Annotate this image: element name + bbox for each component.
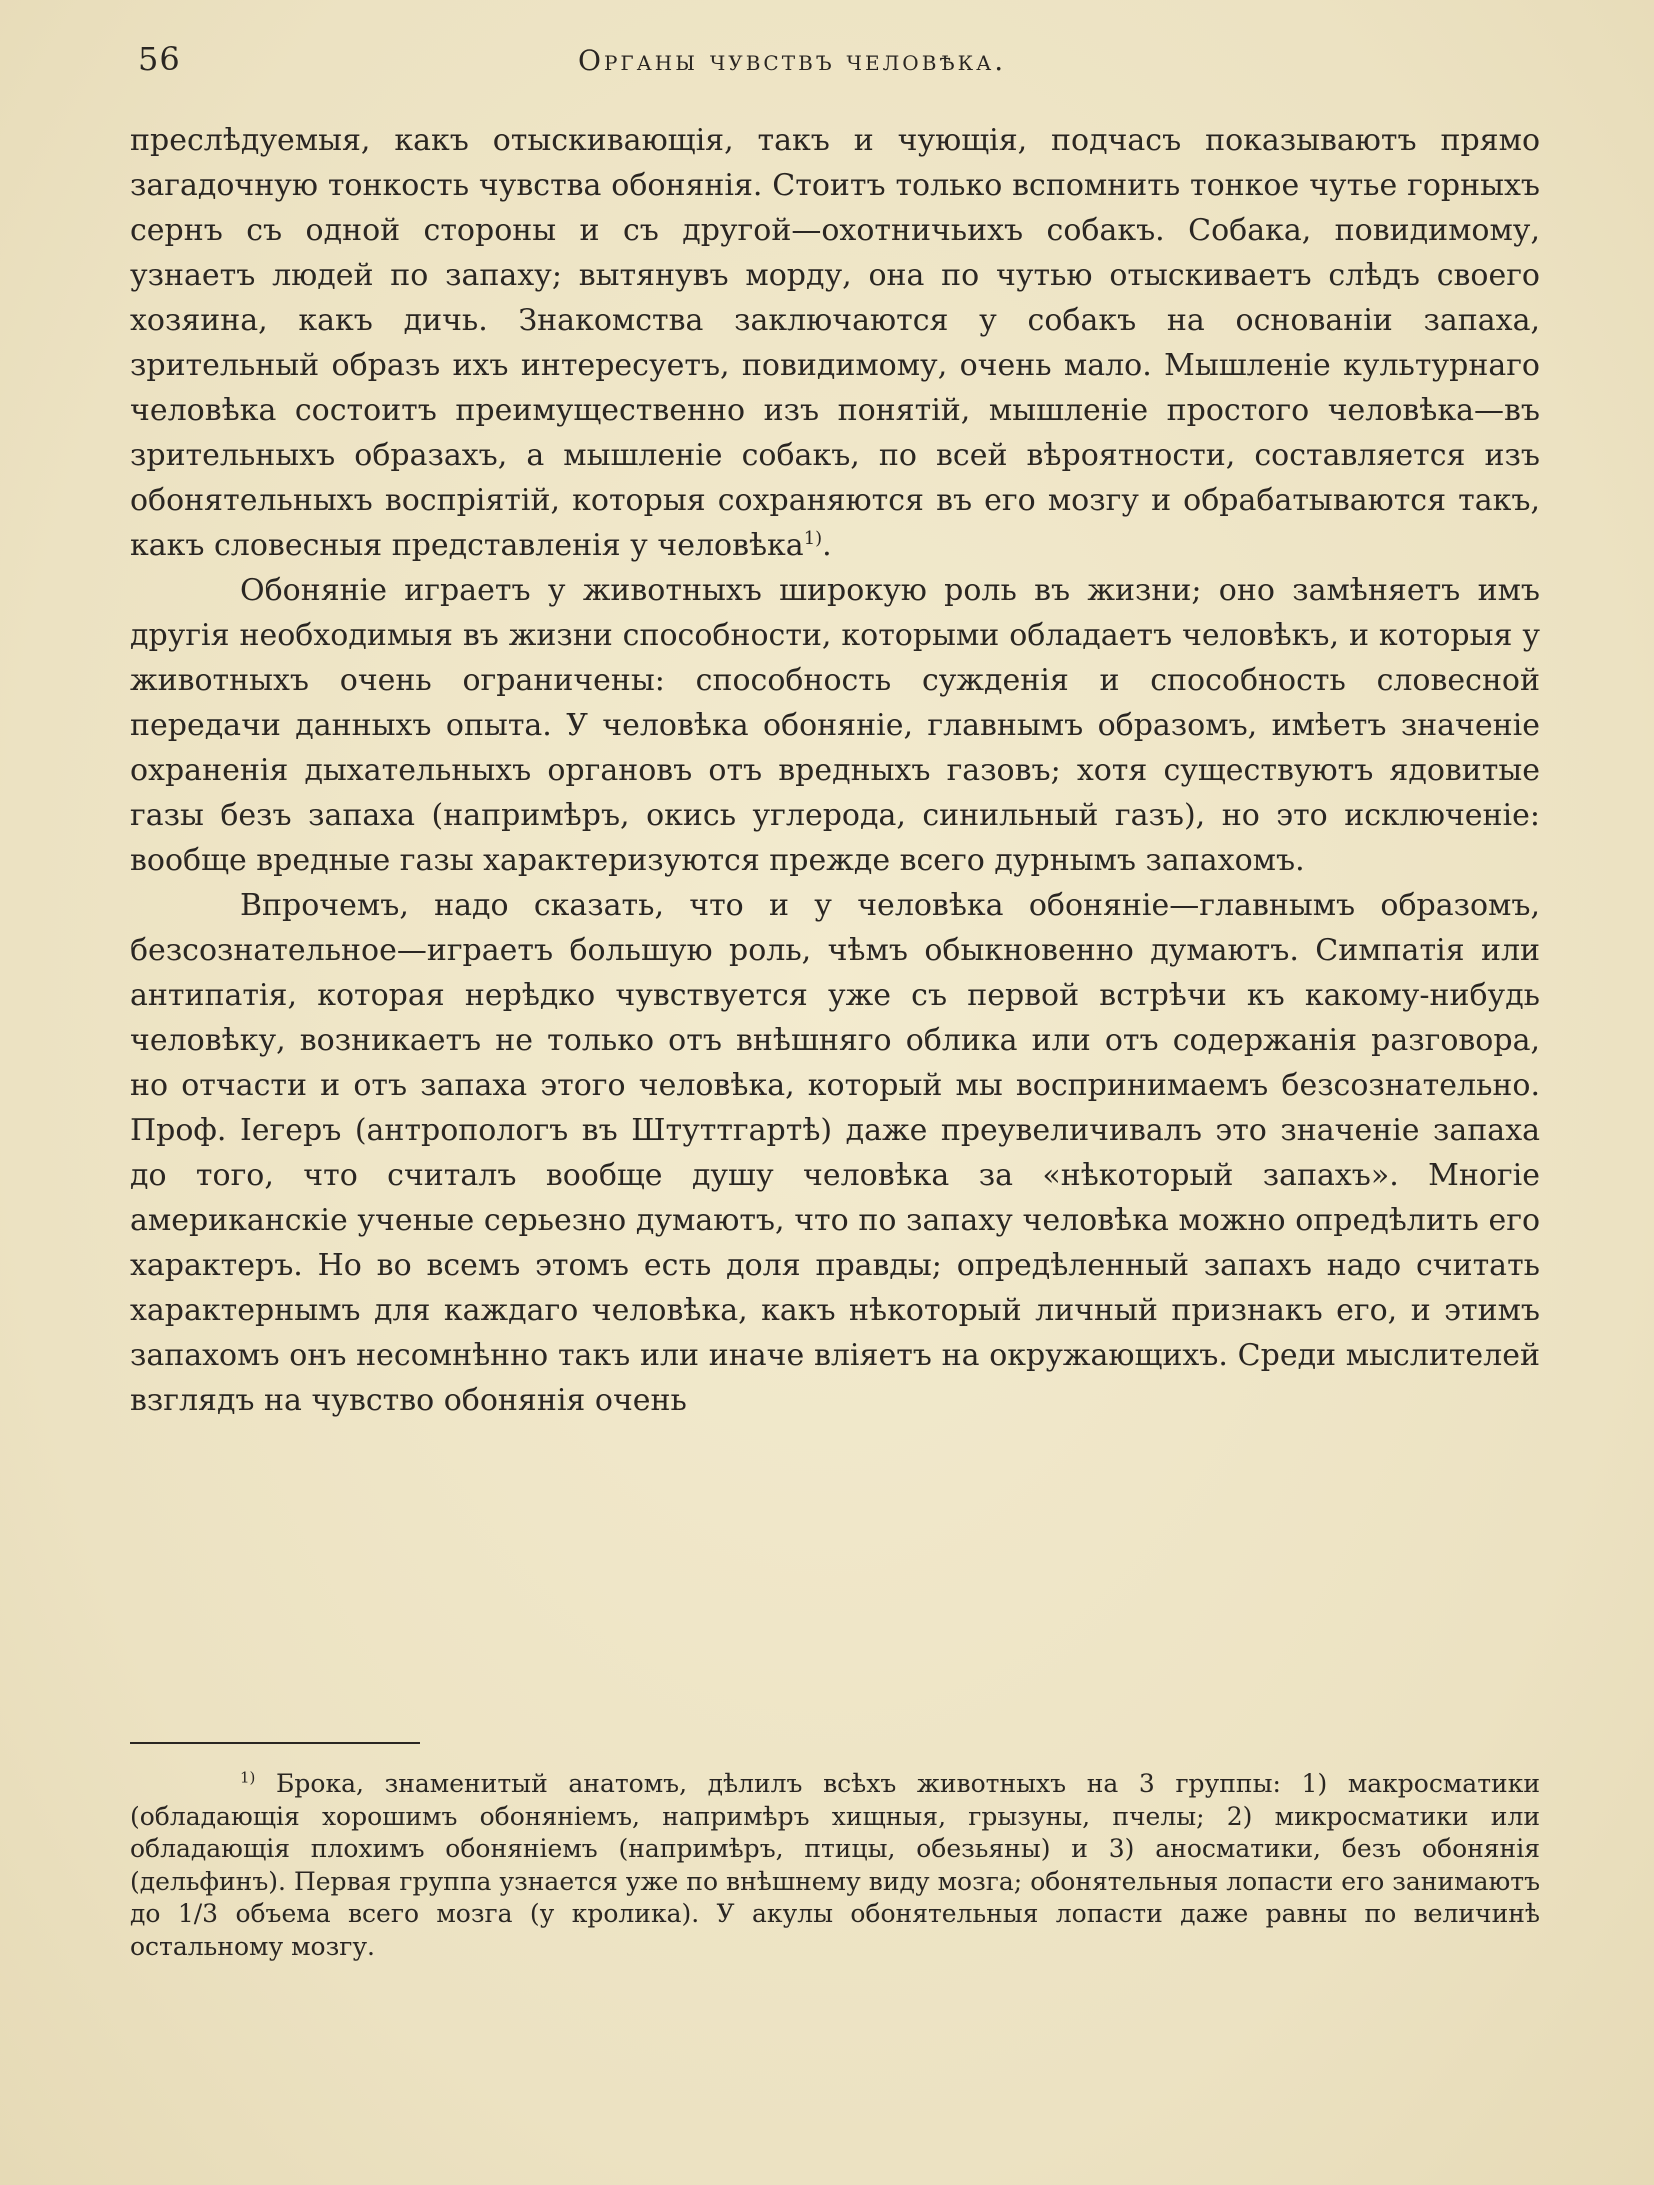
footnote-1 (130, 1768, 1540, 1963)
page-number: 56 (138, 40, 181, 78)
paragraph-1-end: . (822, 528, 832, 563)
footnote-divider (130, 1742, 420, 1744)
running-title: Органы чувствъ человѣка. (578, 44, 1007, 77)
footnote-marker: 1) (240, 1768, 256, 1787)
footnote-text-end: объема всего мозга (у кролика). У акулы обонятельныя лопасти даже равны по величинѣ остальному мозгу. (130, 1899, 1540, 1961)
main-text (130, 118, 1540, 1423)
footnote-fraction: 1/3 (177, 1899, 219, 1928)
footnote-reference[interactable]: 1) (803, 528, 823, 549)
footnote-text-start: Брока, знаменитый анатомъ, дѣлилъ всѣхъ животныхъ на 3 группы: 1) макросматики (обладающія хорошимъ обоняніемъ, напримѣръ хищныя, грызуны, пчелы; 2) микросматики или обладающія плохимъ обоняніемъ (напримѣръ, птицы, обезьяны) и 3) аносматики, безъ обонянія (дельфинъ). Первая группа узнается уже по внѣшнему виду мозга; обонятельныя лопасти его занимаютъ до (130, 1769, 1540, 1928)
page-header (138, 40, 1538, 90)
paragraph-1-text: преслѣдуемыя, какъ отыскивающія, такъ и чующія, подчасъ показываютъ прямо загадочную тонкость чувства обонянія. Стоитъ только вспомнить тонкое чутье горныхъ сернъ съ одной стороны и съ другой—охотничьихъ собакъ. Собака, повидимому, узнаетъ людей по запаху; вытянувъ морду, она по чутью отыскиваетъ слѣдъ своего хозяина, какъ дичь. Знакомства заключаются у собакъ на основаніи запаха, зрительный образъ ихъ интересуетъ, повидимому, очень мало. Мышленіе культурнаго человѣка состоитъ преимущественно изъ понятій, мышленіе простого человѣка—въ зрительныхъ образахъ, а мышленіе собакъ, по всей вѣроятности, составляется изъ обонятельныхъ воспріятій, которыя сохраняются въ его мозгу и обрабатываются такъ, какъ словесныя представленія у человѣка (130, 123, 1540, 563)
paragraph-2: Обоняніе играетъ у животныхъ широкую роль въ жизни; оно замѣняетъ имъ другія необходимыя въ жизни способности, которыми обладаетъ человѣкъ, и которыя у животныхъ очень ограничены: способность сужденія и способность словесной передачи данныхъ опыта. У человѣка обоняніе, главнымъ образомъ, имѣетъ значеніе охраненія дыхательныхъ органовъ отъ вредныхъ газовъ; хотя существуютъ ядовитые газы безъ запаха (напримѣръ, окись углерода, синильный газъ), но это исключеніе: вообще вредные газы характеризуются прежде всего дурнымъ запахомъ. (130, 573, 1540, 878)
footnotes (130, 1768, 1540, 1963)
paragraph-1 (130, 118, 1540, 568)
paragraph-3: Впрочемъ, надо сказать, что и у человѣка обоняніе—главнымъ образомъ, безсознательное—играетъ большую роль, чѣмъ обыкновенно думаютъ. Симпатія или антипатія, которая нерѣдко чувствуется уже съ первой встрѣчи къ какому-нибудь человѣку, возникаетъ не только отъ внѣшняго облика или отъ содержанія разговора, но отчасти и отъ запаха этого человѣка, который мы воспринимаемъ безсознательно. Проф. Іегеръ (антропологъ въ Штуттгартѣ) даже преувеличивалъ это значеніе запаха до того, что считалъ вообще душу человѣка за «нѣкоторый запахъ». Многіе американскіе ученые серьезно думаютъ, что по запаху человѣка можно опредѣлить его характеръ. Но во всемъ этомъ есть доля правды; опредѣленный запахъ надо считать характернымъ для каждаго человѣка, какъ нѣкоторый личный признакъ его, и этимъ запахомъ онъ несомнѣнно такъ или иначе вліяетъ на окружающихъ. Среди мыслителей взглядъ на чувство обонянія очень (130, 888, 1540, 1418)
